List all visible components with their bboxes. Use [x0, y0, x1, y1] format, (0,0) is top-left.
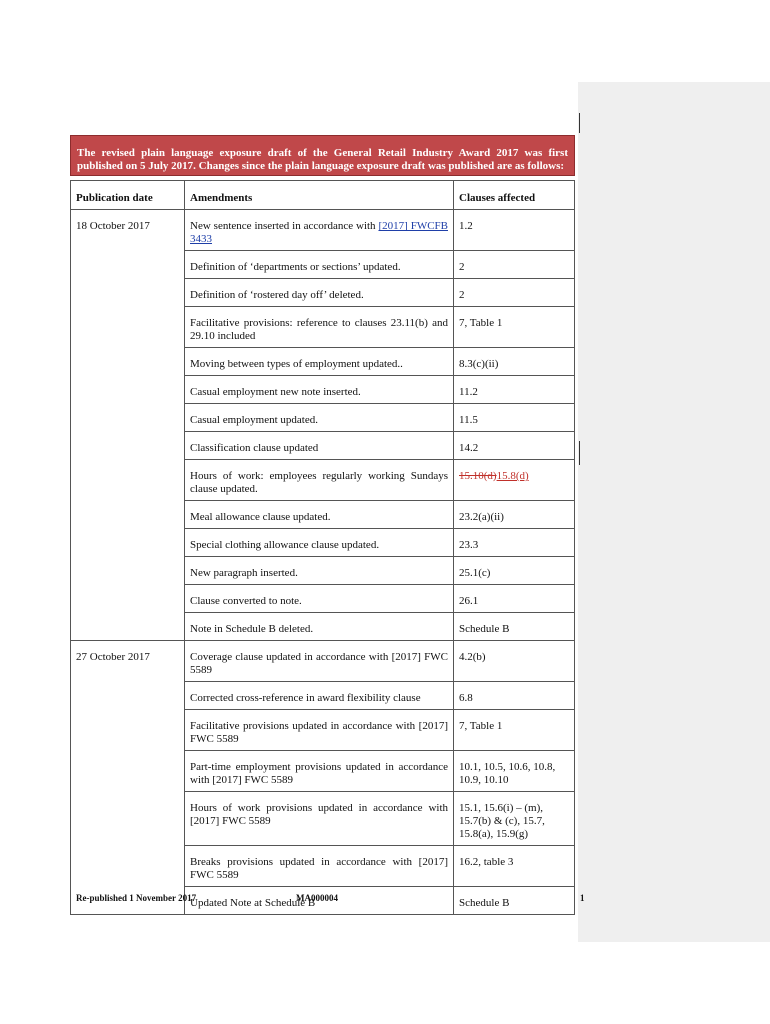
clause-ref: 11.2	[454, 376, 575, 404]
column-header-clauses: Clauses affected	[454, 181, 575, 210]
clause-ref: 23.2(a)(ii)	[454, 501, 575, 529]
amendment-text: Facilitative provisions: reference to clauses 23.11(b) and 29.10 included	[185, 307, 454, 348]
clause-ref: 4.2(b)	[454, 641, 575, 682]
clause-ref: 16.2, table 3	[454, 846, 575, 887]
amendment-text: Part-time employment provisions updated in accordance with [2017] FWC 5589	[185, 751, 454, 792]
amendment-text: Updated Note at Schedule B	[185, 887, 454, 915]
clause-ref: 7, Table 1	[454, 710, 575, 751]
clause-ref: 8.3(c)(ii)	[454, 348, 575, 376]
clause-ref: Schedule B	[454, 613, 575, 641]
inserted-clause: 15.8(d)	[496, 470, 529, 482]
clause-ref: 10.1, 10.5, 10.6, 10.8, 10.9, 10.10	[454, 751, 575, 792]
amendment-text: Meal allowance clause updated.	[185, 501, 454, 529]
publication-date: 18 October 2017	[71, 210, 185, 641]
footer-published-date: Re-published 1 November 2017	[76, 893, 197, 903]
clause-ref: Schedule B	[454, 887, 575, 915]
amendment-text: Clause converted to note.	[185, 585, 454, 613]
clause-ref: 15.1, 15.6(i) – (m), 15.7(b) & (c), 15.7, 15.8(a), 15.9(g)	[454, 792, 575, 846]
amendment-text: Moving between types of employment updated..	[185, 348, 454, 376]
clause-ref: 26.1	[454, 585, 575, 613]
clause-ref: 6.8	[454, 682, 575, 710]
page-number: 1	[580, 893, 585, 903]
amendment-text: Casual employment updated.	[185, 404, 454, 432]
footer-award-code: MA000004	[296, 893, 338, 903]
amendment-text: Casual employment new note inserted.	[185, 376, 454, 404]
clause-ref: 2	[454, 279, 575, 307]
amendment-text: Hours of work provisions updated in accordance with [2017] FWC 5589	[185, 792, 454, 846]
fwcfb-link[interactable]: [2017] FWCFB 3433	[190, 220, 448, 245]
publication-date: 27 October 2017	[71, 641, 185, 915]
table-row	[71, 210, 575, 251]
column-header-amendments: Amendments	[185, 181, 454, 210]
clause-ref: 7, Table 1	[454, 307, 575, 348]
amendment-text: Hours of work: employees regularly working Sundays clause updated.	[185, 460, 454, 501]
amendment-text: Facilitative provisions updated in accordance with [2017] FWC 5589	[185, 710, 454, 751]
clause-ref: 25.1(c)	[454, 557, 575, 585]
clause-ref: 11.5	[454, 404, 575, 432]
change-bar	[579, 441, 580, 465]
clause-ref: 1.2	[454, 210, 575, 251]
amendment-text	[185, 210, 454, 251]
amendment-text-part: New sentence inserted in accordance with	[190, 220, 379, 232]
deleted-clause: 15.10(d)	[459, 470, 497, 482]
column-header-date: Publication date	[71, 181, 185, 210]
amendment-text: Classification clause updated	[185, 432, 454, 460]
amendment-text: Corrected cross-reference in award flexibility clause	[185, 682, 454, 710]
amendment-text: Breaks provisions updated in accordance with [2017] FWC 5589	[185, 846, 454, 887]
header-note: The revised plain language exposure draft of the General Retail Industry Award 2017 was first published on 5 July 2017. Changes since the plain language exposure draft was published are as follows:	[71, 136, 575, 176]
amendment-text: Special clothing allowance clause updated.	[185, 529, 454, 557]
amendment-text: Definition of ‘rostered day off’ deleted.	[185, 279, 454, 307]
amendment-text: Coverage clause updated in accordance with [2017] FWC 5589	[185, 641, 454, 682]
amendment-text: Note in Schedule B deleted.	[185, 613, 454, 641]
amendment-text: Definition of ‘departments or sections’ updated.	[185, 251, 454, 279]
amendment-text: New paragraph inserted.	[185, 557, 454, 585]
clause-ref: 14.2	[454, 432, 575, 460]
table-row	[71, 641, 575, 682]
clause-ref: 2	[454, 251, 575, 279]
change-bar	[579, 113, 580, 133]
clause-ref-tracked	[454, 460, 575, 501]
amendments-table	[70, 135, 575, 915]
clause-ref: 23.3	[454, 529, 575, 557]
comment-pane	[578, 82, 770, 942]
